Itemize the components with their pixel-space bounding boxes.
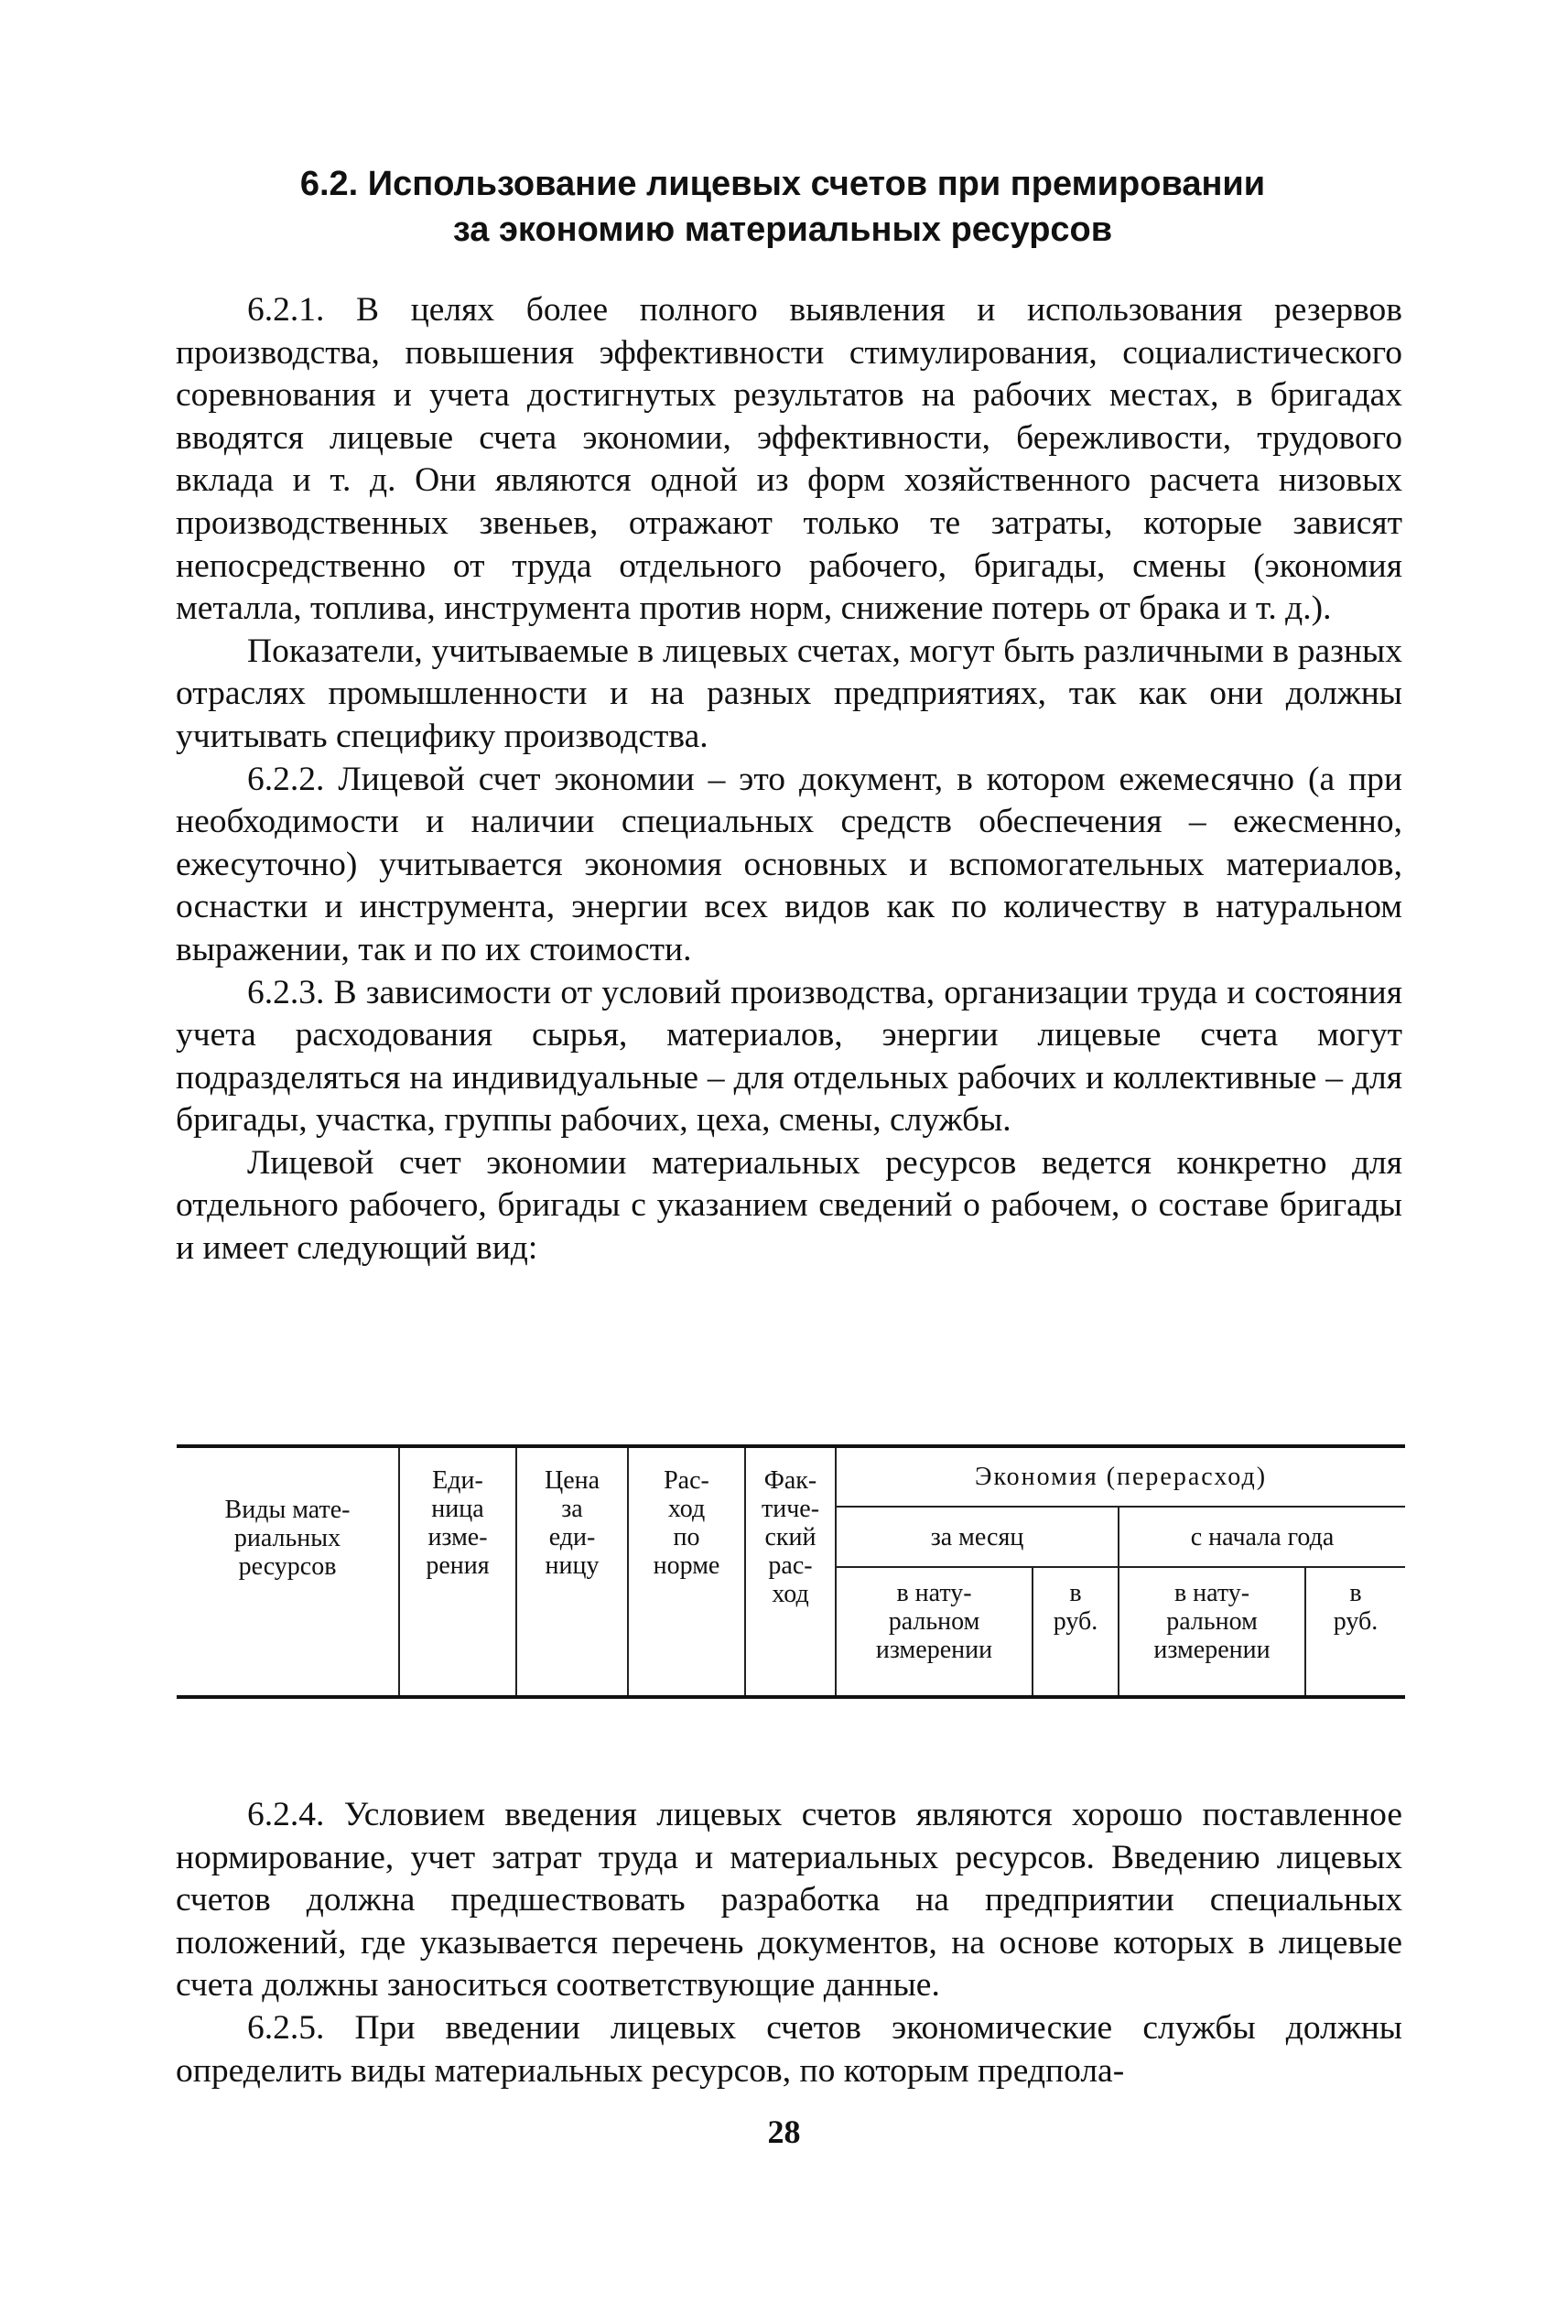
body-text-top — [176, 289, 1402, 1270]
economy-account-table — [177, 1444, 1405, 1699]
paragraph-6-2-2: 6.2.2. Лицевой счет экономии – это документ, в котором ежемесячно (а при необходимости и наличии специальных средств обеспечения – ежесменно, ежесуточно) учитывается экономия основных и вспомогательных материалов, оснастки и инструмента, энергии всех видов как по количеству в натуральном выражении, так и по их стоимости. — [176, 760, 1402, 968]
section-heading — [174, 161, 1391, 253]
header-unit-price: Цена за еди- ницу — [516, 1446, 628, 1697]
paragraph-account-form: Лицевой счет экономии материальных ресурсов ведется конкретно для отдельного рабочего, бригады с указанием сведений о рабочем, о составе бригады и имеет следующий вид: — [176, 1143, 1402, 1268]
header-material-resources: Виды мате- риальных ресурсов — [177, 1446, 399, 1697]
paragraph-indicators: Показатели, учитываемые в лицевых счетах, могут быть различными в разных отраслях промышленности и на разных предприятиях, так как они должны учитывать специфику производства. — [176, 632, 1402, 755]
paragraph-6-2-1: 6.2.1. В целях более полного выявления и использования резервов производства, повышения эффективности стимулирования, социалистического соревнования и учета достигнутых результатов на рабочих местах, в бригадах вводятся лицевые счета экономии, эффективности, бережливости, трудового вклада и т. д. Они являются одной из форм хозяйственного расчета низовых производственных звеньев, отражают только те затраты, которые зависят непосредственно от труда отдельного рабочего, бригады, смены (экономия металла, топлива, инструмента против норм, снижение потерь от брака и т. д.). — [176, 291, 1402, 628]
header-per-month: за месяц — [836, 1507, 1119, 1567]
header-actual-consumption: Фак- тиче- ский рас- ход — [745, 1446, 836, 1697]
header-norm-consumption: Рас- ход по норме — [628, 1446, 745, 1697]
header-year-rubles: в руб. — [1305, 1567, 1405, 1697]
paragraph-6-2-5: 6.2.5. При введении лицевых счетов экономические службы должны определить виды материальных ресурсов, по которым предпола- — [176, 2008, 1402, 2090]
header-month-rubles: в руб. — [1033, 1567, 1119, 1697]
header-since-year-start: с начала года — [1119, 1507, 1405, 1567]
header-year-natural-units: в нату- ральном измерении — [1119, 1567, 1305, 1697]
heading-line-2: за экономию материальных ресурсов — [452, 211, 1113, 249]
header-unit-of-measure: Еди- ница изме- рения — [399, 1446, 516, 1697]
header-economy-overrun: Экономия (перерасход) — [836, 1446, 1405, 1507]
paragraph-6-2-4: 6.2.4. Условием введения лицевых счетов являются хорошо поставленное нормирование, учет затрат труда и материальных ресурсов. Введению лицевых счетов должна предшествовать разработка на предприятии специальных положений, где указывается перечень документов, на основе которых в лицевые счета должны заноситься соответствующие данные. — [176, 1796, 1402, 2005]
body-text-bottom — [176, 1794, 1402, 2092]
heading-line-1: 6.2. Использование лицевых счетов при премировании — [299, 165, 1266, 203]
header-month-natural-units: в нату- ральном измерении — [836, 1567, 1033, 1697]
page-number: 28 — [767, 2113, 801, 2150]
paragraph-6-2-3: 6.2.3. В зависимости от условий производства, организации труда и состояния учета расходования сырья, материалов, энергии лицевые счета могут подразделяться на индивидуальные – для отдельных рабочих и коллективные – для бригады, участка, группы рабочих, цеха, смены, службы. — [176, 973, 1402, 1140]
